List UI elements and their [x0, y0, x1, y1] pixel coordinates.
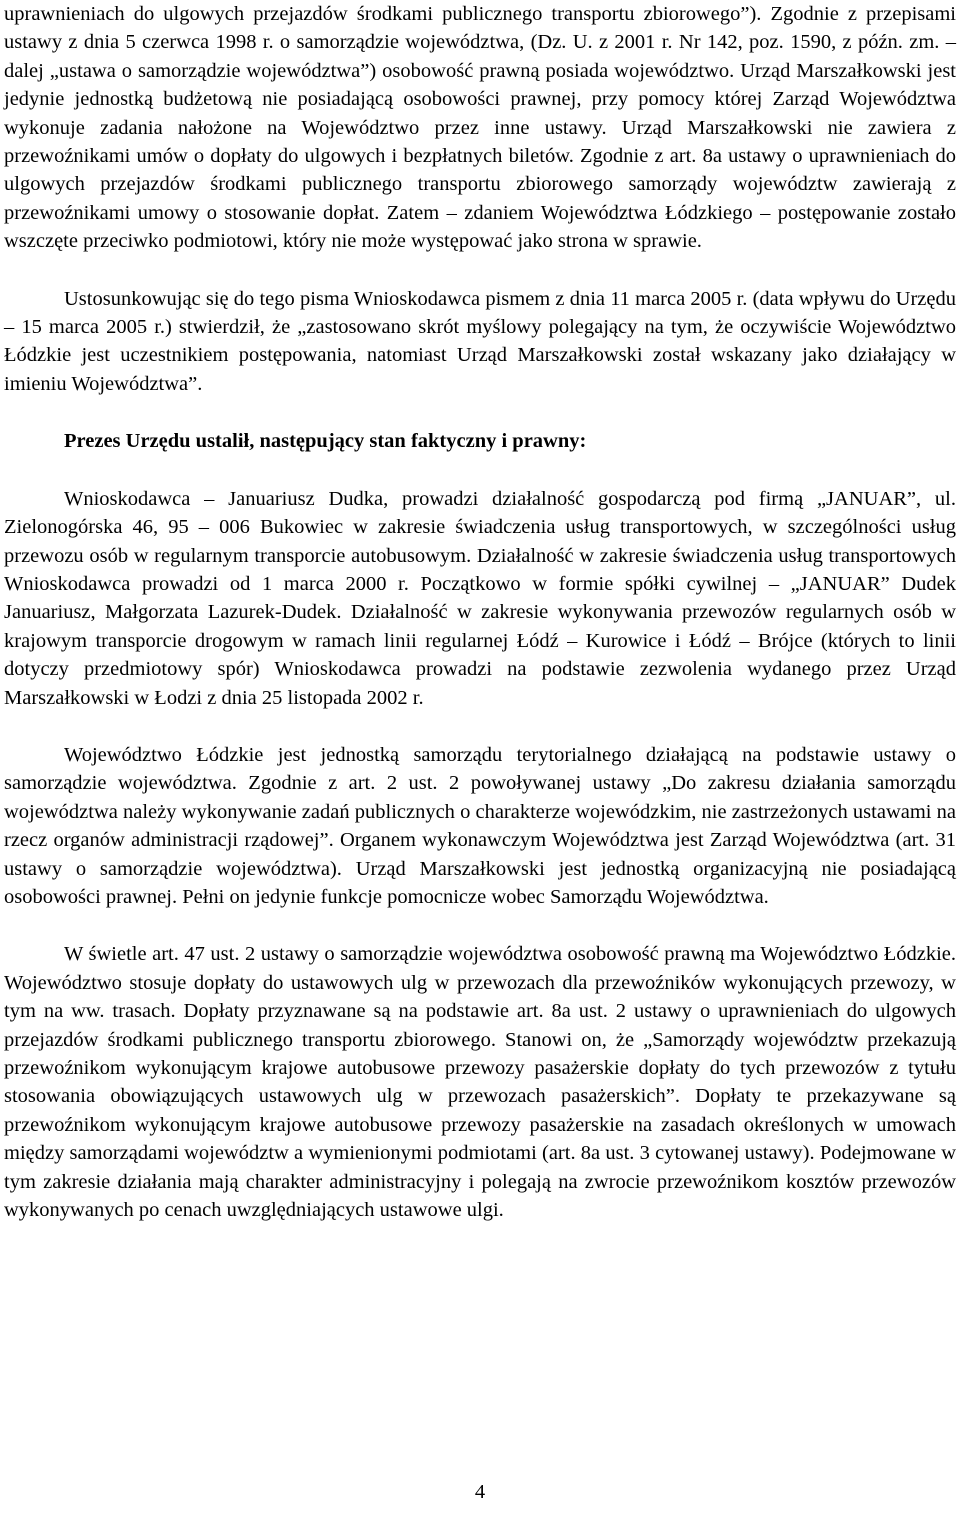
paragraph-2: Ustosunkowując się do tego pisma Wnioskodawca pismem z dnia 11 marca 2005 r. (data wpływu do Urzędu – 15 marca 2005 r.) stwierdził, że „zastosowano skrót myślowy polegający na tym, że oczywiście Województwo Łódzkie jest uczestnikiem postępowania, natomiast Urząd Marszałkowski został wskazany jako działający w imieniu Województwa”. — [4, 287, 956, 395]
paragraph-5: W świetle art. 47 ust. 2 ustawy o samorządzie województwa osobowość prawną ma Województwo Łódzkie. Województwo stosuje dopłaty do ustawowych ulg w przewozach dla przewoźników wykonujących przewozy, w tym na ww. trasach. Dopłaty przyznawane są na podstawie art. 8a ust. 2 ustawy o uprawnieniach do ulgowych przejazdów środkami publicznego transportu zbiorowego. Stanowi on, że „Samorządy województw przekazują przewoźnikom wykonującym krajowe autobusowe przewozy pasażerskie dopłaty do tych przewozów z tytułu stosowania obowiązujących ustawowych ulg w przewozach pasażerskich”. Dopłaty te przekazywane są przewoźnikom wykonującym krajowe autobusowe przewozy pasażerskie na zasadach określonych w umowach między samorządami województw a wymienionymi podmiotami (art. 8a ust. 3 cytowanej ustawy). Podejmowane w tym zakresie działania mają charakter administracyjny i polegają na zwrocie przewoźnikom kosztów przewozów wykonywanych po cenach uwzględniających ustawowe ulgi. — [4, 943, 956, 1222]
document-page — [4, 0, 956, 1224]
paragraph-4: Województwo Łódzkie jest jednostką samorządu terytorialnego działającą na podstawie ustawy o samorządzie województwa. Zgodnie z art. 2 ust. 2 powoływanej ustawy „Do zakresu działania samorządu województwa należy wykonywanie zadań publicznych o charakterze wojewódzkim, nie zastrzeżonych ustawami na rzecz organów administracji rządowej”. Organem wykonawczym Województwa jest Zarząd Województwa (art. 31 ustawy o samorządzie województwa). Urząd Marszałkowski jest jednostką organizacyjną nie posiadającą osobowości prawnej. Pełni on jedynie funkcje pomocnicze wobec Samorządu Województwa. — [4, 743, 956, 908]
section-heading: Prezes Urzędu ustalił, następujący stan faktyczny i prawny: — [64, 430, 587, 453]
page-number: 4 — [474, 1481, 486, 1503]
paragraph-1: uprawnieniach do ulgowych przejazdów środkami publicznego transportu zbiorowego”). Zgodnie z przepisami ustawy z dnia 5 czerwca 1998 r. o samorządzie województwa, (Dz. U. z 2001 r. Nr 142, poz. 1590, z późn. zm. – dalej „ustawa o samorządzie województwa”) osobowość prawną posiada województwo. Urząd Marszałkowski jest jedynie jednostką budżetową nie posiadającą osobowości prawnej, przy pomocy której Zarząd Województwa wykonuje zadania nałożone na Województwo przez inne ustawy. Urząd Marszałkowski nie zawiera z przewoźnikami umów o dopłaty do ulgowych i bezpłatnych biletów. Zgodnie z art. 8a ustawy o uprawnieniach do ulgowych przejazdów środkami publicznego transportu zbiorowego samorządy województw zawierają z przewoźnikami umowy o stosowanie dopłat. Zatem – zdaniem Województwa Łódzkiego – postępowanie zostało wszczęte przeciwko podmiotowi, który nie może występować jako strona w sprawie. — [4, 3, 956, 253]
paragraph-3: Wnioskodawca – Januariusz Dudka, prowadzi działalność gospodarczą pod firmą „JANUAR”, ul. Zielonogórska 46, 95 – 006 Bukowiec w zakresie świadczenia usług transportowych, w szczególności usług przewozu osób w regularnym transporcie autobusowym. Działalność w zakresie świadczenia usług transportowych Wnioskodawca prowadzi od 1 marca 2000 r. Początkowo w formie spółki cywilnej – „JANUAR” Dudek Januariusz, Małgorzata Lazurek-Dudek. Działalność w zakresie wykonywania przewozów regularnych osób w krajowym transporcie drogowym w ramach linii regularnej Łódź – Kurowice i Łódź – Brójce (których to linii dotyczy przedmiotowy spór) Wnioskodawca prowadzi na podstawie zezwolenia wydanego przez Urząd Marszałkowski w Łodzi z dnia 25 listopada 2002 r. — [4, 487, 956, 709]
